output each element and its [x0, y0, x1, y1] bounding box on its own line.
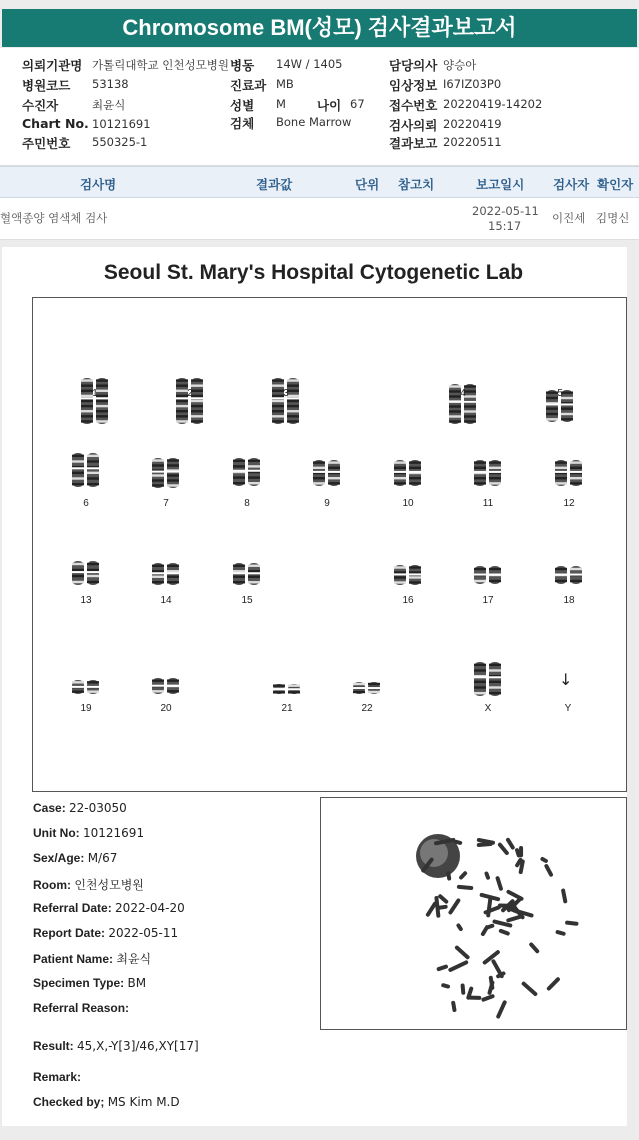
- chromosome-label: 14: [160, 595, 172, 606]
- remark-label: Remark:: [33, 1070, 82, 1084]
- sexage-line: [33, 851, 117, 865]
- chromosome-pair-8: [230, 458, 264, 486]
- lab-title: Seoul St. Mary's Hospital Cytogenetic Lab: [103, 261, 524, 284]
- chromosome-label: 2: [187, 388, 193, 399]
- chromosome-pair-9: [310, 460, 344, 486]
- row-tester: 이진세: [552, 211, 586, 225]
- referral-date-line: [33, 901, 185, 915]
- row-report-date: 2022-05-11: [472, 204, 539, 218]
- ward-value: 14W / 1405: [276, 57, 343, 71]
- code-label: 병원코드: [22, 78, 71, 93]
- chromosome-label: 13: [80, 595, 92, 606]
- col-reference: 참고치: [398, 177, 435, 192]
- chromosome-pair-3: [269, 378, 303, 424]
- col-tester: 검사자: [553, 177, 590, 192]
- col-test-name: 검사명: [80, 177, 117, 192]
- col-result: 결과값: [256, 177, 293, 192]
- result-value: 45,X,-Y[3]/46,XY[17]: [77, 1039, 199, 1053]
- patient-line: [33, 950, 151, 967]
- metaphase-spread: [321, 798, 626, 1029]
- chromosome-pair-18: [552, 566, 586, 584]
- remark-line: [33, 1070, 81, 1084]
- report-date-value: 2022-05-11: [108, 926, 179, 940]
- report-date-line: [33, 926, 178, 940]
- karyotype-report: [2, 247, 627, 1126]
- chromosome-pair-13: [69, 561, 103, 585]
- referral-date-value: 2022-04-20: [115, 901, 185, 915]
- missing-y-arrow-icon: ↓: [559, 670, 573, 689]
- unit-value: 10121691: [83, 826, 145, 840]
- recipient-value: 최윤식: [92, 98, 126, 112]
- patient-value: 최윤식: [116, 952, 152, 966]
- chromosome-label: Y: [564, 703, 572, 714]
- chromosome-pair-1: [78, 378, 112, 424]
- col-confirmer: 확인자: [597, 177, 634, 192]
- chromosome-label: 6: [83, 498, 89, 509]
- chromosome-label: 18: [563, 595, 575, 606]
- table-row[interactable]: [0, 198, 639, 240]
- report-value: 20220511: [443, 135, 502, 149]
- chromosome-label: 1: [92, 388, 98, 399]
- request-label: 검사의뢰: [389, 118, 438, 133]
- row-confirmer: 김명신: [596, 211, 630, 225]
- chromosome-pair-11: [471, 460, 505, 486]
- doctor-label: 담당의사: [389, 58, 438, 73]
- doctor-value: 양승아: [443, 58, 477, 72]
- code-value: 53138: [92, 77, 129, 91]
- report-label: 결과보고: [389, 136, 438, 151]
- chromosome-pair-12: [552, 460, 586, 486]
- report-title: Chromosome BM(성모) 검사결과보고서: [2, 9, 637, 47]
- metaphase-image: [320, 797, 627, 1030]
- sexage-label: Sex/Age:: [33, 851, 85, 865]
- chromosome-label: 9: [324, 498, 330, 509]
- specimen-value: Bone Marrow: [276, 115, 352, 129]
- chart-value: 10121691: [92, 117, 151, 131]
- checked-value: MS Kim M.D: [107, 1095, 180, 1109]
- referral-reason-label: Referral Reason:: [33, 1001, 130, 1015]
- chromosome-label: 17: [482, 595, 494, 606]
- chromosome-pair-16: [391, 565, 425, 585]
- sex-value: M: [276, 97, 286, 111]
- request-value: 20220419: [443, 117, 502, 131]
- unit-line: [33, 826, 144, 840]
- chromosome-label: 12: [563, 498, 575, 509]
- hospital-label: 의뢰기관명: [22, 58, 83, 73]
- checked-label: Checked by;: [33, 1095, 105, 1109]
- chromosome-label: 8: [244, 498, 250, 509]
- chromosome-pair-19: [69, 680, 103, 694]
- chromosome-label: 10: [402, 498, 414, 509]
- case-value: 22-03050: [69, 801, 127, 815]
- chromosome-pair-2: [173, 378, 207, 424]
- resident-label: 주민번호: [22, 136, 71, 151]
- specimen-type-value: BM: [127, 976, 147, 990]
- chromosome-label: 20: [160, 703, 172, 714]
- karyogram: [32, 297, 627, 792]
- chromosome-label: 19: [80, 703, 92, 714]
- checked-line: [33, 1095, 180, 1109]
- chromosome-label: 15: [241, 595, 253, 606]
- result-label: Result:: [33, 1039, 74, 1053]
- chromosome-label: 4: [460, 388, 466, 399]
- dept-value: MB: [276, 77, 294, 91]
- chromosome-pair-21: [270, 684, 304, 694]
- chromosome-pair-14: [149, 563, 183, 585]
- receipt-value: 20220419-14202: [443, 97, 543, 111]
- chromosome-label: 22: [361, 703, 373, 714]
- results-table-header: [0, 166, 639, 198]
- room-line: [33, 876, 144, 893]
- chromosome-pair-17: [471, 566, 505, 584]
- room-value: 인천성모병원: [74, 878, 144, 892]
- specimen-type-line: [33, 976, 146, 990]
- chromosome-label: 7: [163, 498, 169, 509]
- sexage-value: M/67: [87, 851, 118, 865]
- chart-label: Chart No.: [22, 116, 89, 131]
- case-label: Case:: [33, 801, 66, 815]
- room-label: Room:: [33, 878, 71, 892]
- specimen-type-label: Specimen Type:: [33, 976, 125, 990]
- col-report-date: 보고일시: [476, 177, 525, 192]
- row-report-time: 15:17: [488, 219, 522, 233]
- chromosome-label: 16: [402, 595, 414, 606]
- sex-label: 성별: [230, 98, 255, 113]
- header-bar: [0, 0, 639, 48]
- chromosome-label: X: [484, 703, 492, 714]
- chromosome-pair-10: [391, 460, 425, 486]
- age-value: 67: [350, 97, 365, 111]
- col-unit: 단위: [355, 177, 380, 192]
- chromosome-pair-x: [471, 662, 505, 696]
- ward-label: 병동: [230, 58, 255, 73]
- hospital-value: 가톨릭대학교 인천성모병원: [92, 58, 229, 72]
- clinical-value: I67IZ03P0: [443, 77, 502, 91]
- chromosome-label: 3: [283, 388, 289, 399]
- case-line: [33, 801, 127, 815]
- patient-label: Patient Name:: [33, 952, 114, 966]
- chromosome-label: 11: [482, 498, 494, 509]
- chromosome-label: 5: [557, 388, 563, 399]
- chromosome-label: 21: [281, 703, 293, 714]
- row-test-name: 혈액종양 염색체 검사: [0, 211, 108, 225]
- result-line: [33, 1039, 199, 1053]
- recipient-label: 수진자: [22, 98, 59, 113]
- chromosome-pair-20: [149, 678, 183, 694]
- referral-reason-line: [33, 1001, 129, 1015]
- chromosome-pair-22: [350, 682, 384, 694]
- age-label: 나이: [317, 98, 342, 113]
- clinical-label: 임상정보: [389, 78, 438, 93]
- patient-info-panel: [0, 48, 639, 166]
- referral-date-label: Referral Date:: [33, 901, 112, 915]
- unit-label: Unit No:: [33, 826, 80, 840]
- chromosome-pair-6: [69, 453, 103, 487]
- resident-value: 550325-1: [92, 135, 148, 149]
- chromosome-pair-7: [149, 458, 183, 488]
- specimen-label: 검체: [230, 116, 255, 131]
- chromosome-pair-15: [230, 563, 264, 585]
- report-date-label: Report Date:: [33, 926, 106, 940]
- receipt-label: 접수번호: [389, 98, 438, 113]
- dept-label: 진료과: [230, 78, 267, 93]
